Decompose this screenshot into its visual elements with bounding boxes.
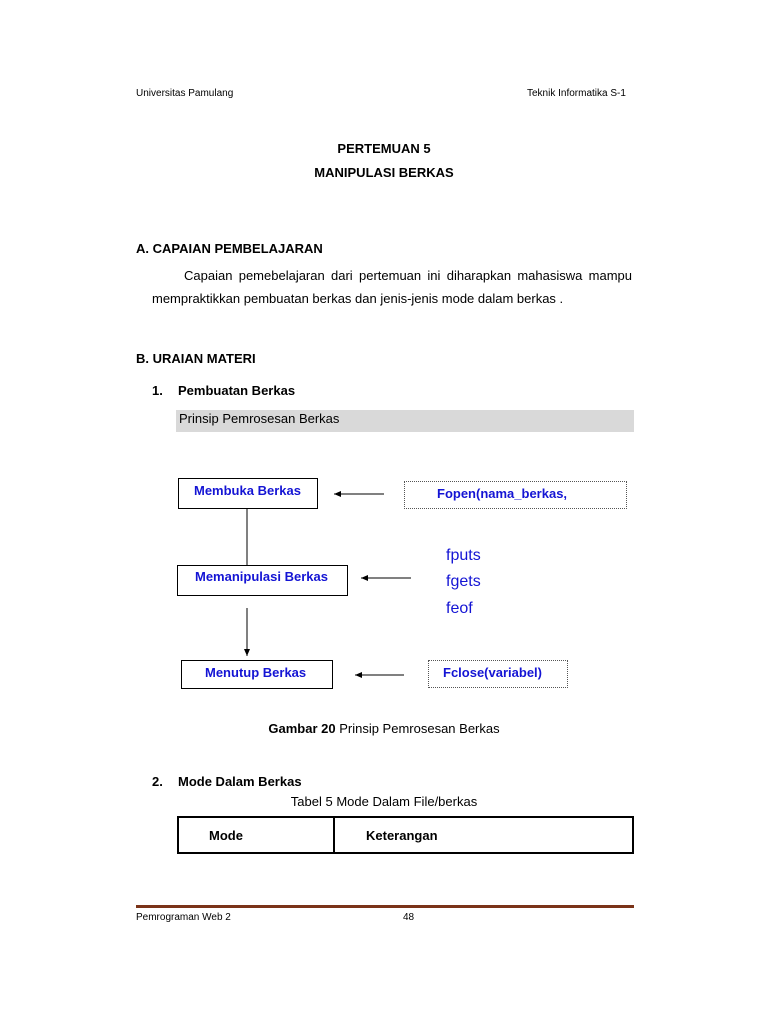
section-a-heading: A. CAPAIAN PEMBELAJARAN xyxy=(136,241,323,256)
shaded-label: Prinsip Pemrosesan Berkas xyxy=(176,410,634,432)
step-manipulate-label: Memanipulasi Berkas xyxy=(195,569,328,584)
table-header-keterangan: Keterangan xyxy=(334,817,633,853)
header-right: Teknik Informatika S-1 xyxy=(527,88,626,99)
table-caption: Tabel 5 Mode Dalam File/berkas xyxy=(290,794,478,809)
step-close-box xyxy=(181,660,333,689)
func-open-label: Fopen(nama_berkas, xyxy=(437,486,568,501)
func-fputs: fputs xyxy=(446,547,481,564)
func-feof: feof xyxy=(446,600,473,617)
modes-table xyxy=(177,816,634,854)
figure-caption xyxy=(0,721,768,736)
step-manipulate-box xyxy=(177,565,348,596)
step-open-label: Membuka Berkas xyxy=(194,483,301,498)
func-close-label: Fclose(variabel) xyxy=(443,665,542,680)
item1-title: Pembuatan Berkas xyxy=(178,383,296,398)
page-title-line2: MANIPULASI BERKAS xyxy=(314,165,454,180)
footer-left: Pemrograman Web 2 xyxy=(136,912,231,923)
figure-caption-number: Gambar 20 xyxy=(268,721,336,736)
item2-number: 2. xyxy=(152,774,163,789)
step-open-box xyxy=(178,478,318,509)
func-fgets: fgets xyxy=(446,573,481,590)
func-close-box xyxy=(428,660,568,688)
item1-number: 1. xyxy=(152,383,163,398)
table-header-mode: Mode xyxy=(178,817,334,853)
step-close-label: Menutup Berkas xyxy=(205,665,307,680)
header-left: Universitas Pamulang xyxy=(136,88,234,99)
figure-caption-text: Prinsip Pemrosesan Berkas xyxy=(335,721,500,736)
table-header-row xyxy=(178,817,633,853)
item2-title: Mode Dalam Berkas xyxy=(178,774,302,789)
section-b-heading: B. URAIAN MATERI xyxy=(136,351,256,366)
section-a-paragraph-line1: Capaian pemebelajaran dari pertemuan ini diharapkan mahasiswa mampu xyxy=(184,268,632,283)
func-open-box xyxy=(404,481,627,509)
section-a-paragraph-line2: mempraktikkan pembuatan berkas dan jenis-jenis mode dalam berkas . xyxy=(152,291,564,306)
page-number: 48 xyxy=(403,912,415,923)
page-title-line1: PERTEMUAN 5 xyxy=(337,141,431,156)
footer-rule xyxy=(136,905,634,908)
